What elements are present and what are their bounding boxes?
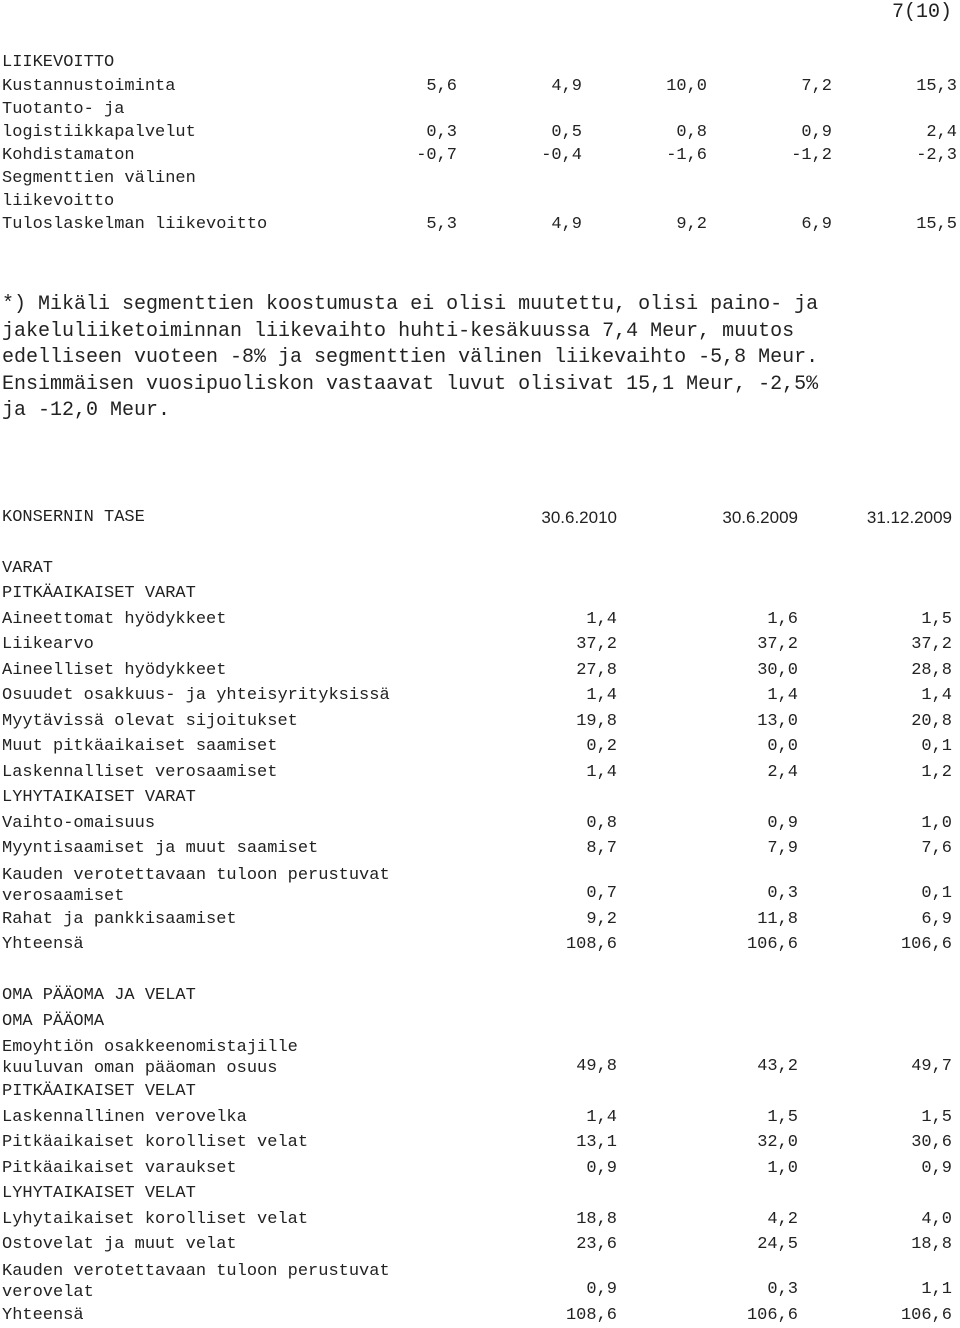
- table-row: [2, 658, 958, 684]
- row-label: Segmenttien välinen liikevoitto: [2, 167, 332, 213]
- row-label: Vaihto-omaisuus: [2, 811, 442, 837]
- cell-value: 37,2: [617, 632, 798, 658]
- row-label: Rahat ja pankkisaamiset: [2, 907, 442, 933]
- noncurrent-assets-rows: [2, 607, 958, 786]
- cell-value: 0,9: [798, 1156, 952, 1182]
- cell-value: 5,6: [332, 75, 457, 98]
- cell-value: 1,6: [617, 607, 798, 633]
- cell-value: -1,2: [707, 144, 832, 167]
- cell-value: 0,7: [442, 881, 617, 907]
- cell-value: 0,1: [798, 734, 952, 760]
- cell-value: 7,9: [617, 836, 798, 862]
- cell-value: 43,2: [617, 1054, 798, 1080]
- noncurrent-liabilities-rows: [2, 1105, 958, 1182]
- cell-value: 1,5: [617, 1105, 798, 1131]
- cell-value: 1,4: [617, 683, 798, 709]
- segment-profit-title: LIIKEVOITTO: [2, 50, 958, 75]
- row-label: Laskennalliset verosaamiset: [2, 760, 442, 786]
- cell-value: 6,9: [707, 213, 832, 236]
- cell-value: 23,6: [442, 1232, 617, 1258]
- cell-value: 0,3: [332, 121, 457, 144]
- cell-value: 0,8: [582, 121, 707, 144]
- cell-value: -0,4: [457, 144, 582, 167]
- cell-value: 1,2: [798, 760, 952, 786]
- table-row: [2, 632, 958, 658]
- cell-value: 1,4: [442, 1105, 617, 1131]
- cell-value: 10,0: [582, 75, 707, 98]
- cell-value: 9,2: [582, 213, 707, 236]
- table-row: [2, 760, 958, 786]
- cell-value: 106,6: [798, 932, 952, 958]
- cell-value: -1,6: [582, 144, 707, 167]
- table-row: [2, 607, 958, 633]
- cell-value: 0,2: [442, 734, 617, 760]
- cell-value: 108,6: [442, 932, 617, 958]
- row-label: Laskennallinen verovelka: [2, 1105, 442, 1131]
- cell-value: 1,1: [798, 1277, 952, 1303]
- cell-value: 32,0: [617, 1130, 798, 1156]
- row-label: Tuotanto- ja logistiikkapalvelut: [2, 98, 332, 144]
- cell-value: 0,3: [617, 1277, 798, 1303]
- cell-value: 1,5: [798, 607, 952, 633]
- cell-value: 19,8: [442, 709, 617, 735]
- cell-value: 1,4: [798, 683, 952, 709]
- cell-value: 0,0: [617, 734, 798, 760]
- row-label: Aineettomat hyödykkeet: [2, 607, 442, 633]
- cell-value: 108,6: [442, 1303, 617, 1328]
- cell-value: 1,4: [442, 760, 617, 786]
- cell-value: 1,0: [798, 811, 952, 837]
- cell-value: 1,5: [798, 1105, 952, 1131]
- cell-value: 13,0: [617, 709, 798, 735]
- cell-value: 11,8: [617, 907, 798, 933]
- cell-value: 24,5: [617, 1232, 798, 1258]
- table-row: [2, 734, 958, 760]
- cell-value: 0,5: [457, 121, 582, 144]
- cell-value: 0,9: [617, 811, 798, 837]
- current-liabilities-heading: LYHYTAIKAISET VELAT: [2, 1181, 958, 1207]
- cell-value: 37,2: [798, 632, 952, 658]
- cell-value: 18,8: [442, 1207, 617, 1233]
- table-row: [2, 1258, 958, 1303]
- cell-value: 0,9: [442, 1277, 617, 1303]
- cell-value: 37,2: [442, 632, 617, 658]
- table-row: [2, 213, 958, 236]
- table-row: [2, 144, 958, 167]
- cell-value: 0,1: [798, 881, 952, 907]
- cell-value: 1,0: [617, 1156, 798, 1182]
- cell-value: 20,8: [798, 709, 952, 735]
- cell-value: 6,9: [798, 907, 952, 933]
- cell-value: 49,8: [442, 1054, 617, 1080]
- noncurrent-liabilities-heading: PITKÄAIKAISET VELAT: [2, 1079, 958, 1105]
- segment-profit-rows: [2, 75, 958, 236]
- cell-value: 0,3: [617, 881, 798, 907]
- current-liabilities-rows: [2, 1207, 958, 1303]
- segment-note: *) Mikäli segmenttien koostumusta ei olisi muutettu, olisi paino- ja jakeluliiketoiminnan liikevaihto huhti-kesäkuussa 7,4 Meur, muutos edelliseen vuoteen -8% ja segmenttien välinen liikevaihto -5,8 Meur. Ensimmäisen vuosipuoliskon vastaavat luvut olisivat 15,1 Meur, -2,5% ja -12,0 Meur.: [2, 292, 958, 425]
- cell-value: 0,9: [442, 1156, 617, 1182]
- table-row: [2, 1232, 958, 1258]
- row-label: Pitkäaikaiset korolliset velat: [2, 1130, 442, 1156]
- row-label: Kauden verotettavaan tuloon perustuvat verovelat: [2, 1261, 442, 1303]
- current-assets-heading: LYHYTAIKAISET VARAT: [2, 785, 958, 811]
- cell-value: 7,2: [707, 75, 832, 98]
- table-row: [2, 907, 958, 933]
- table-row: [2, 862, 958, 907]
- cell-value: 4,9: [457, 213, 582, 236]
- row-label: Kauden verotettavaan tuloon perustuvat verosaamiset: [2, 865, 442, 907]
- cell-value: 1,4: [442, 607, 617, 633]
- balance-sheet-header: [2, 505, 958, 530]
- equity-heading: OMA PÄÄOMA: [2, 1009, 958, 1035]
- row-label: Emoyhtiön osakkeenomistajille kuuluvan oman pääoman osuus: [2, 1037, 442, 1079]
- row-label: Kohdistamaton: [2, 144, 332, 167]
- table-row: [2, 1034, 958, 1079]
- cell-value: 9,2: [442, 907, 617, 933]
- cell-value: 49,7: [798, 1054, 952, 1080]
- cell-value: 18,8: [798, 1232, 952, 1258]
- table-row: [2, 1303, 958, 1328]
- cell-value: -2,3: [832, 144, 957, 167]
- equity-liabilities-heading: OMA PÄÄOMA JA VELAT: [2, 983, 958, 1009]
- row-label: Pitkäaikaiset varaukset: [2, 1156, 442, 1182]
- noncurrent-assets-heading: PITKÄAIKAISET VARAT: [2, 581, 958, 607]
- cell-value: 2,4: [832, 121, 957, 144]
- cell-value: 8,7: [442, 836, 617, 862]
- row-label: Myytävissä olevat sijoitukset: [2, 709, 442, 735]
- table-row: [2, 98, 958, 144]
- cell-value: 0,8: [442, 811, 617, 837]
- row-label: Ostovelat ja muut velat: [2, 1232, 442, 1258]
- current-assets-rows: [2, 811, 958, 933]
- cell-value: 4,2: [617, 1207, 798, 1233]
- cell-value: 2,4: [617, 760, 798, 786]
- cell-value: 28,8: [798, 658, 952, 684]
- cell-value: -0,7: [332, 144, 457, 167]
- cell-value: 106,6: [798, 1303, 952, 1328]
- table-row: [2, 1105, 958, 1131]
- table-row: [2, 1207, 958, 1233]
- segment-profit-table: [2, 50, 958, 236]
- column-header: 31.12.2009: [798, 505, 952, 530]
- page-number: 7(10): [892, 1, 952, 24]
- cell-value: 4,0: [798, 1207, 952, 1233]
- row-label: Kustannustoiminta: [2, 75, 332, 98]
- cell-value: 0,9: [707, 121, 832, 144]
- balance-sheet-title: KONSERNIN TASE: [2, 505, 440, 530]
- row-label: Aineelliset hyödykkeet: [2, 658, 442, 684]
- row-label: Osuudet osakkuus- ja yhteisyrityksissä: [2, 683, 442, 709]
- cell-value: 106,6: [617, 932, 798, 958]
- row-label: Tuloslaskelman liikevoitto: [2, 213, 332, 236]
- table-row: [2, 836, 958, 862]
- cell-value: 4,9: [457, 75, 582, 98]
- cell-value: 106,6: [617, 1303, 798, 1328]
- table-row: [2, 1156, 958, 1182]
- row-label: Liikearvo: [2, 632, 442, 658]
- cell-value: 7,6: [798, 836, 952, 862]
- table-row: [2, 932, 958, 958]
- cell-value: 15,3: [832, 75, 957, 98]
- assets-heading: VARAT: [2, 556, 958, 582]
- table-row: [2, 75, 958, 98]
- column-header: 30.6.2009: [617, 505, 798, 530]
- row-label: Myyntisaamiset ja muut saamiset: [2, 836, 442, 862]
- table-row: [2, 683, 958, 709]
- total-row: [2, 1303, 958, 1328]
- table-row: [2, 709, 958, 735]
- assets-total-row: [2, 932, 958, 958]
- cell-value: 27,8: [442, 658, 617, 684]
- cell-value: 30,0: [617, 658, 798, 684]
- row-label: Lyhytaikaiset korolliset velat: [2, 1207, 442, 1233]
- cell-value: 30,6: [798, 1130, 952, 1156]
- table-row: [2, 811, 958, 837]
- column-header: 30.6.2010: [440, 505, 617, 530]
- cell-value: 5,3: [332, 213, 457, 236]
- row-label: Yhteensä: [2, 1303, 442, 1328]
- table-row: [2, 167, 958, 213]
- balance-sheet: [2, 505, 958, 1328]
- cell-value: 1,4: [442, 683, 617, 709]
- cell-value: 13,1: [442, 1130, 617, 1156]
- cell-value: 15,5: [832, 213, 957, 236]
- equity-rows: [2, 1034, 958, 1079]
- table-row: [2, 1130, 958, 1156]
- row-label: Yhteensä: [2, 932, 442, 958]
- row-label: Muut pitkäaikaiset saamiset: [2, 734, 442, 760]
